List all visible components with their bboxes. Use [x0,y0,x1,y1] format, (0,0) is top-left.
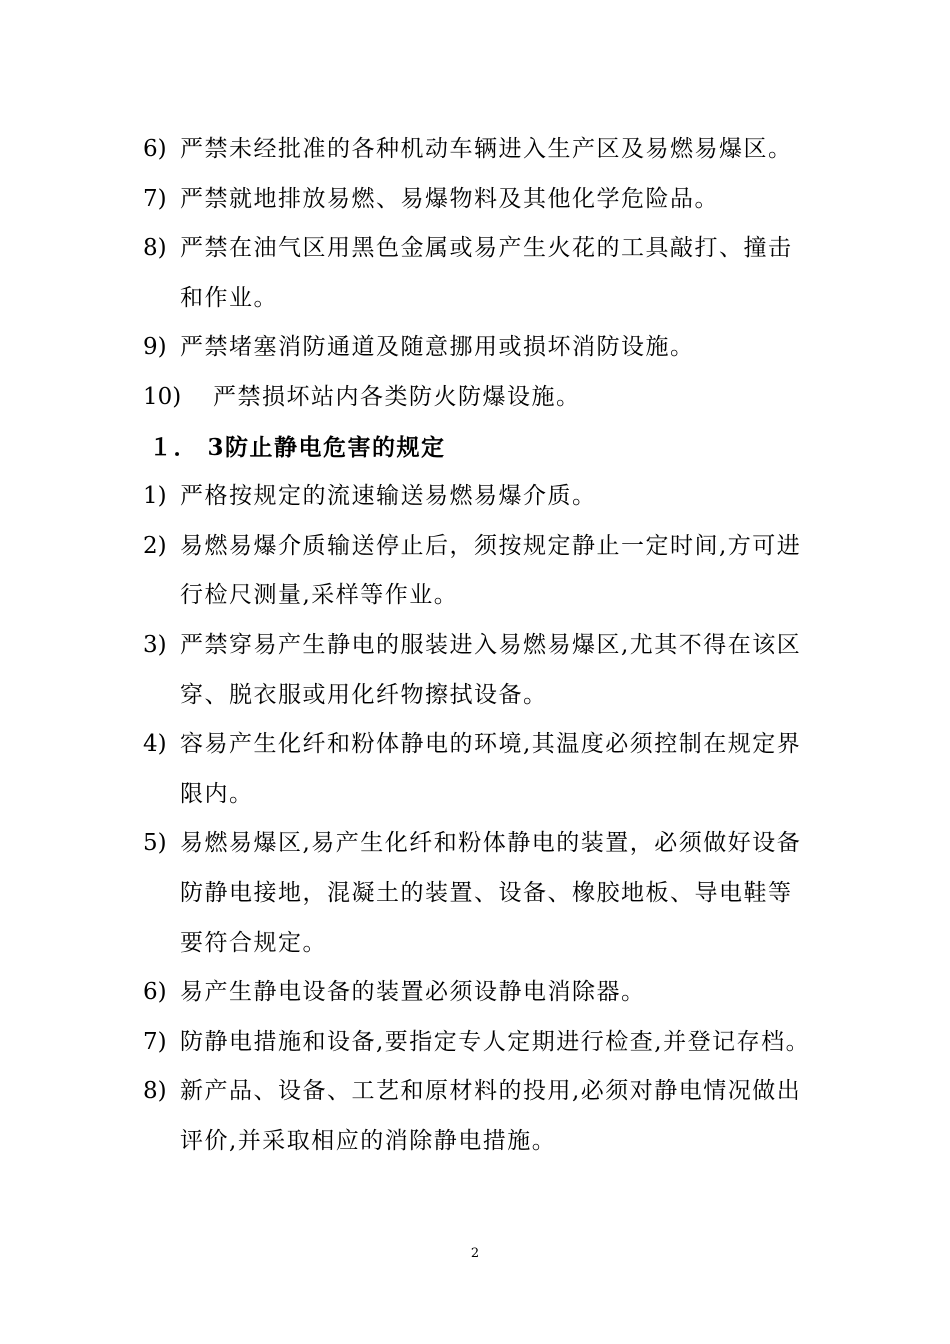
list-item-number: 8) [143,1078,167,1105]
list-item [143,472,813,522]
list-item-number: 1) [143,483,167,510]
section-heading: １． 3防止静电危害的规定 [149,433,446,461]
list-item-number: 6) [143,136,167,162]
list-item-text: 易产生静电设备的装置必须设静电消除器。 [180,979,646,1006]
list-item-number: 10) [143,383,182,410]
list-item-text: 严禁未经批准的各种机动车辆进入生产区及易燃易爆区。 [180,136,793,162]
list-item [143,1018,813,1068]
list-item-number: 8) [143,235,167,262]
list-item [143,125,813,175]
list-item [143,968,813,1018]
list-item-number: 2) [143,532,167,559]
list-item [143,323,813,373]
list-item-text: 严禁堵塞消防通道及随意挪用或损坏消防设施。 [180,334,695,361]
document-body [143,125,813,1166]
list-item [143,1067,813,1166]
list-item-text: 容易产生化纤和粉体静电的环境,其温度必须控制在规定界限内。 [180,731,802,807]
list-item-number: 7) [143,1028,167,1055]
list-item-text: 新产品、设备、工艺和原材料的投用,必须对静电情况做出评价,并采取相应的消除静电措施。 [180,1078,802,1154]
list-item [143,373,813,423]
list-item-number: 9) [143,334,167,361]
list-item-number: 6) [143,979,167,1006]
list-item [143,720,813,819]
page-number: 2 [470,1246,480,1261]
list-item-text: 严禁损坏站内各类防火防爆设施。 [213,383,581,410]
list-item-number: 4) [143,731,167,758]
list-item-text: 易燃易爆介质输送停止后，须按规定静止一定时间,方可进行检尺测量,采样等作业。 [180,532,802,609]
list-item-text: 严禁就地排放易燃、易爆物料及其他化学危险品。 [180,185,719,212]
list-item-number: 3) [143,631,167,658]
list-item [143,175,813,225]
list-item-text: 严格按规定的流速输送易燃易爆介质。 [180,483,597,510]
list-item-number: 5) [143,830,167,857]
list-item [143,819,813,968]
list-item-text: 严禁穿易产生静电的服装进入易燃易爆区,尤其不得在该区穿、脱衣服或用化纤物擦拭设备。 [180,631,802,708]
list-item-number: 7) [143,185,167,212]
list-item [143,522,813,621]
list-item-text: 防静电措施和设备,要指定专人定期进行检查,并登记存档。 [180,1028,811,1055]
list-item [143,224,813,323]
list-item-text: 严禁在油气区用黑色金属或易产生火花的工具敲打、撞击和作业。 [180,235,793,311]
list-item-text: 易燃易爆区,易产生化纤和粉体静电的装置，必须做好设备防静电接地，混凝土的装置、设备、橡胶地板、导电鞋等要符合规定。 [180,830,802,956]
list-item [143,621,813,720]
